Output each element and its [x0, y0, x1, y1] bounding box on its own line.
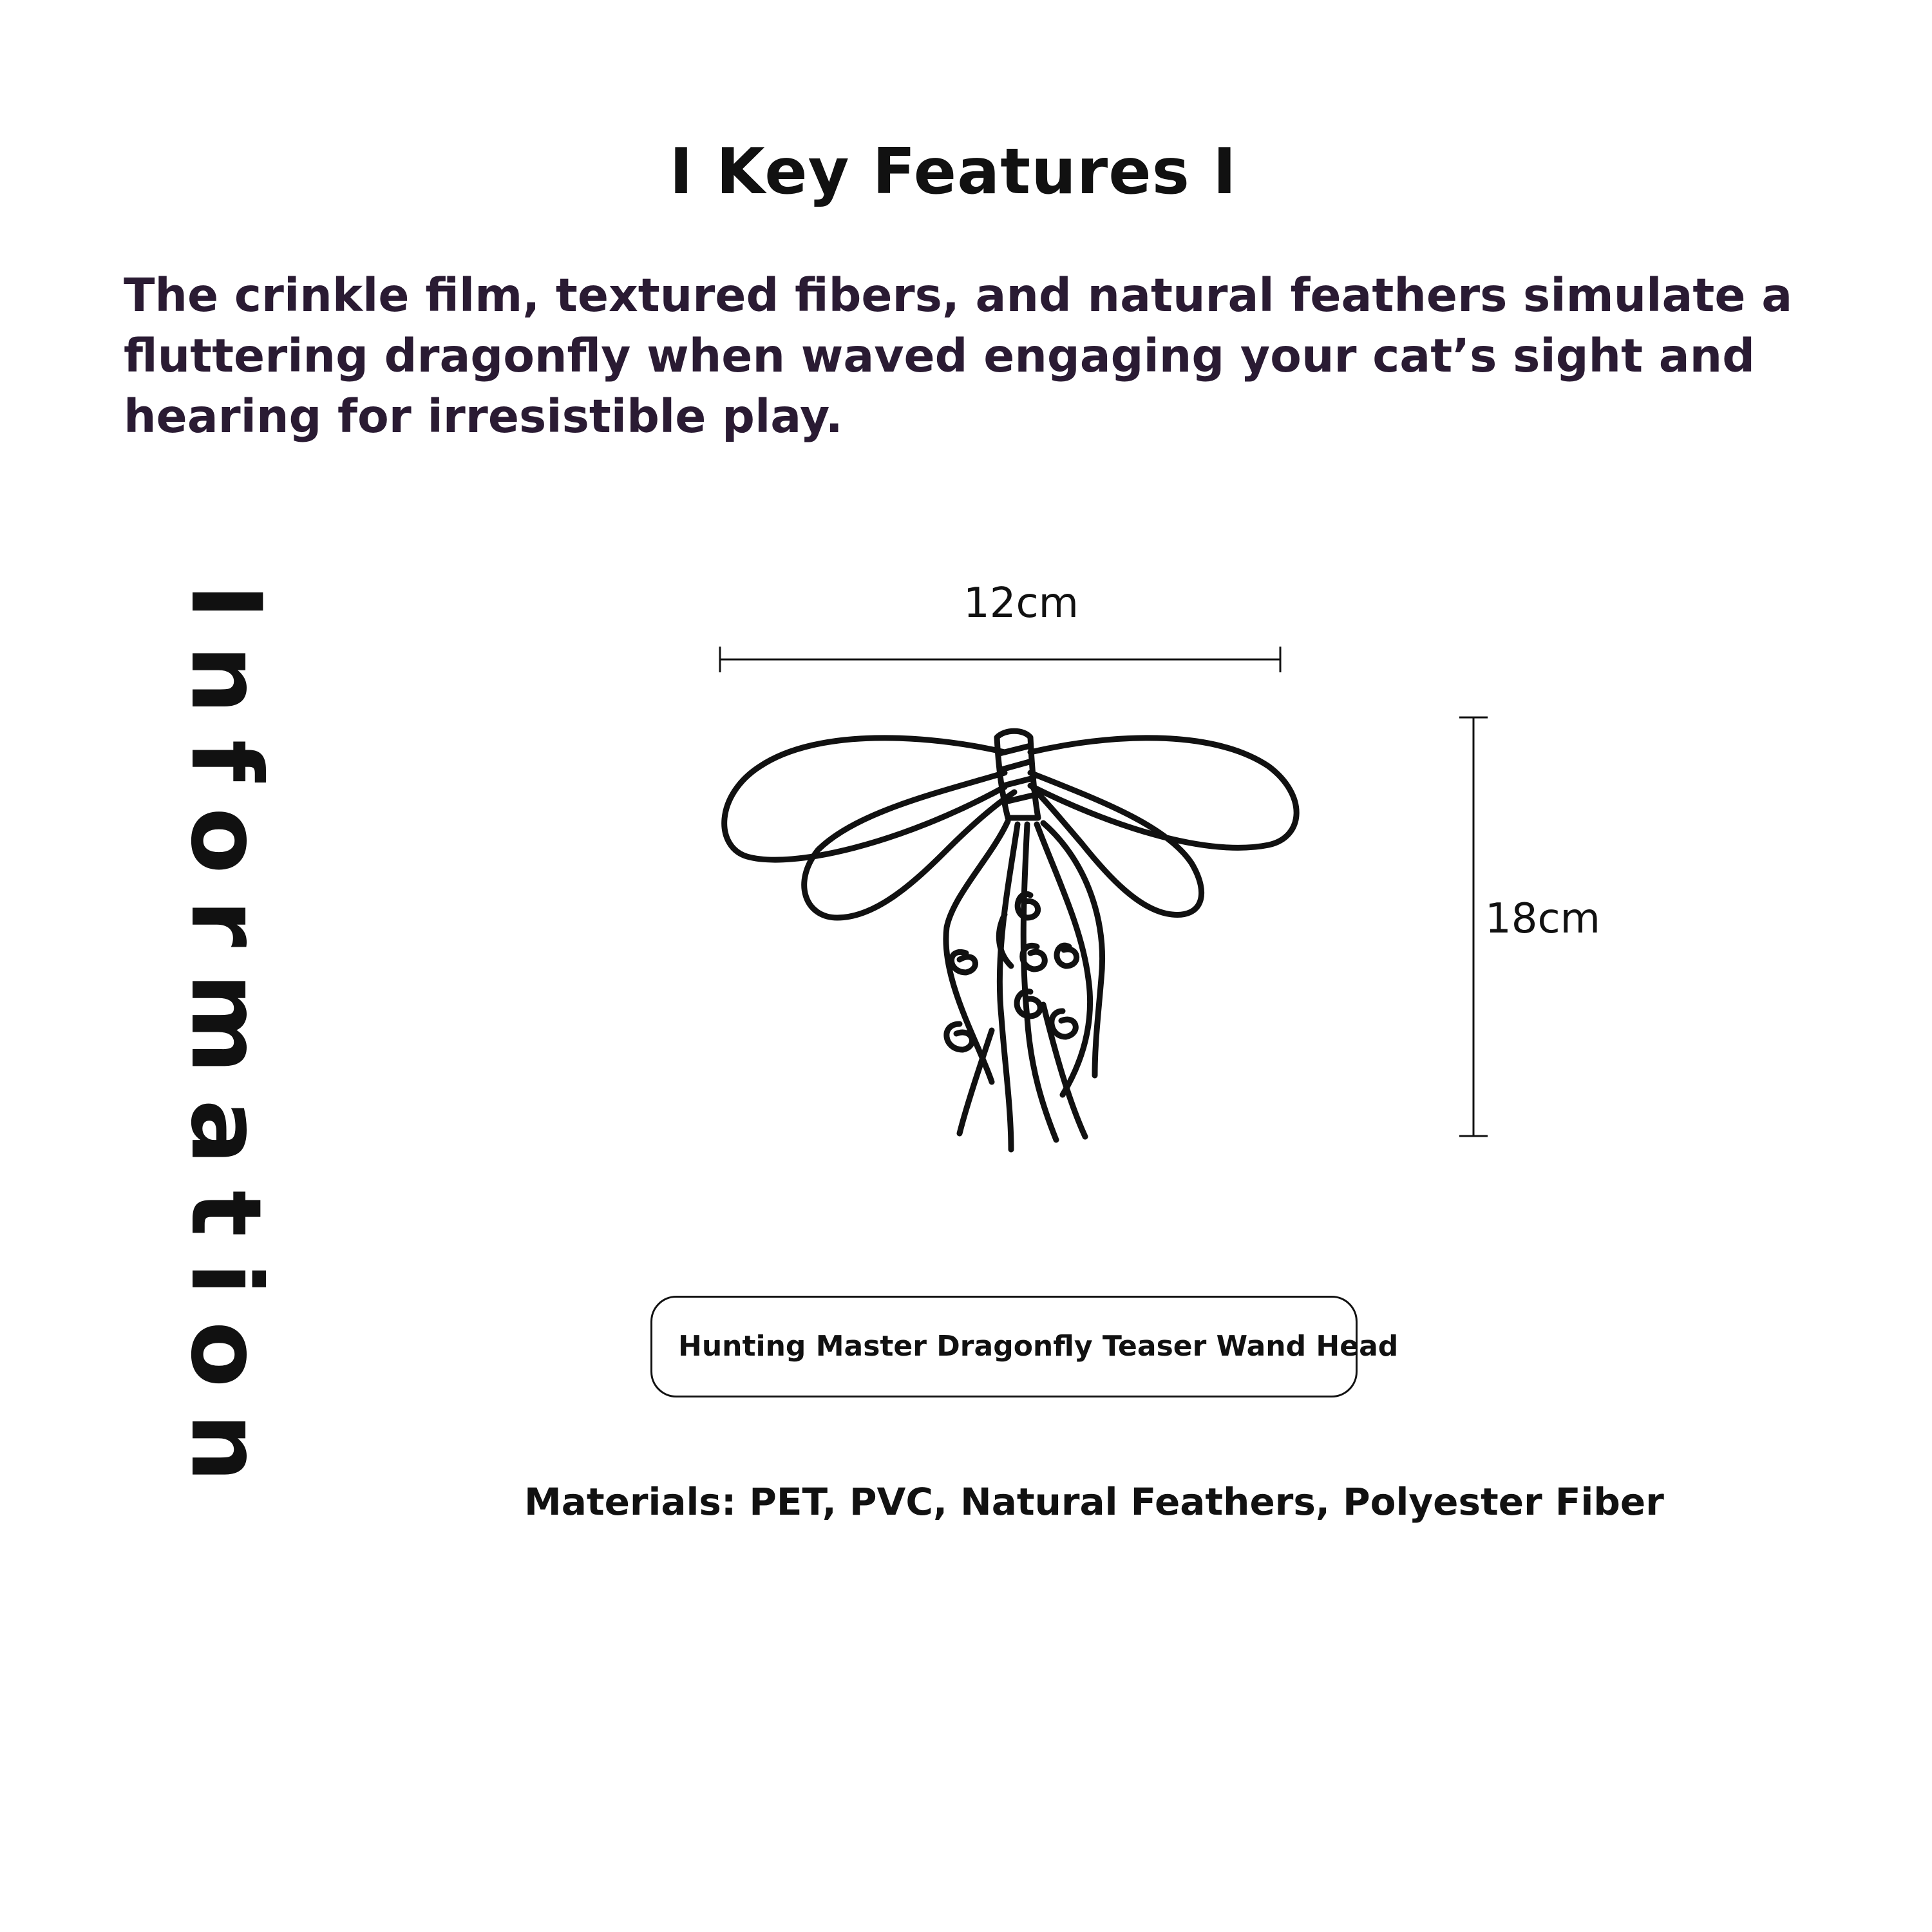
- height-dimension-line: [1459, 717, 1488, 1136]
- height-label: 18cm: [1485, 895, 1600, 943]
- product-name: Hunting Master Dragonfly Teaser Wand Head: [678, 1330, 1399, 1363]
- product-name-box: [650, 1296, 1399, 1397]
- width-dimension-line: [720, 647, 1280, 672]
- width-label: 12cm: [963, 580, 1079, 627]
- dragonfly-sketch-icon: [724, 731, 1296, 1150]
- materials-text: Materials: PET, PVC, Natural Feathers, Polyester Fiber: [524, 1480, 1664, 1524]
- feature-description: The crinkle film, textured fibers, and natural feathers simulate a fluttering dragonfly when waved engaging your cat’s sight and hearing for irresistible play.: [124, 269, 1793, 443]
- page-title: I Key Features I: [669, 135, 1237, 209]
- side-label: Information: [169, 583, 281, 1508]
